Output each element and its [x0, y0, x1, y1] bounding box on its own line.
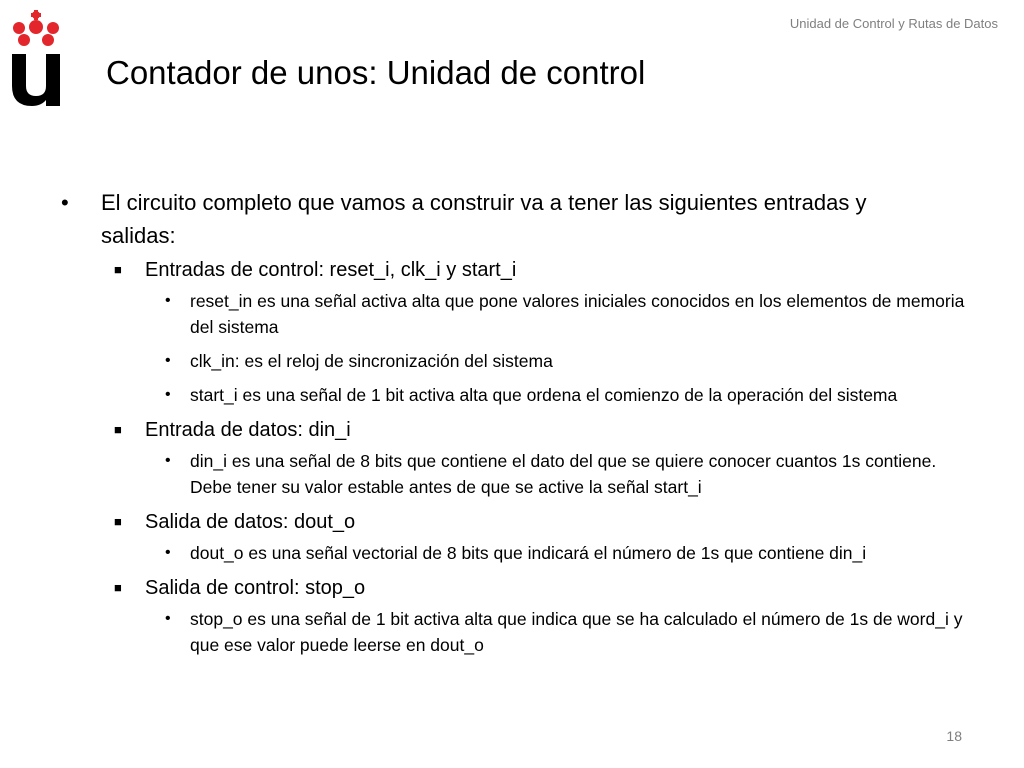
section-heading-text: Salida de control: stop_o: [145, 577, 366, 599]
section-heading: [0, 574, 945, 602]
section-item: [0, 448, 970, 500]
slide-body: [0, 186, 1024, 666]
square-bullet-icon: ■: [114, 580, 122, 595]
course-name: Unidad de Control y Rutas de Datos: [789, 16, 998, 31]
university-logo: [10, 10, 62, 110]
square-bullet-icon: ■: [114, 514, 122, 529]
section-heading-text: Entradas de control: reset_i, clk_i y start_i: [145, 259, 517, 281]
section-item-text: clk_in: es el reloj de sincronización del sistema: [190, 351, 553, 371]
bullet-icon: •: [165, 352, 171, 369]
section-item-text: stop_o es una señal de 1 bit activa alta que indica que se ha calculado el número de 1s de word_i y que ese valor puede leerse en dout_o: [190, 609, 963, 655]
university-logo-icon: [10, 10, 62, 110]
section-item-text: dout_o es una señal vectorial de 8 bits que indicará el número de 1s que contiene din_i: [190, 543, 867, 563]
bullet-icon: •: [165, 292, 171, 309]
section-item-text: reset_in es una señal activa alta que pone valores iniciales conocidos en los elementos de memoria del sistema: [190, 291, 965, 337]
bullet-icon: •: [61, 190, 69, 215]
bullet-icon: •: [165, 386, 171, 403]
section-item-text: din_i es una señal de 8 bits que contiene el dato del que se quiere conocer cuantos 1s contiene. Debe tener su valor estable antes de que se active la señal start_i: [190, 451, 937, 497]
section-heading-text: Entrada de datos: din_i: [145, 419, 351, 441]
square-bullet-icon: ■: [114, 262, 122, 277]
intro-text: El circuito completo que vamos a construir va a tener las siguientes entradas y salidas:: [101, 190, 867, 248]
section-heading: [0, 416, 945, 444]
bullet-icon: •: [165, 452, 171, 469]
square-bullet-icon: ■: [114, 422, 122, 437]
section-item: [0, 288, 970, 340]
bullet-icon: •: [165, 544, 171, 561]
bullet-icon: •: [165, 610, 171, 627]
slide-title: Contador de unos: Unidad de control: [106, 54, 646, 91]
page-number: 18: [946, 728, 962, 744]
section-item: [0, 382, 970, 408]
section-item: [0, 606, 970, 658]
section-item-text: start_i es una señal de 1 bit activa alta que ordena el comienzo de la operación del sistema: [190, 385, 898, 405]
section-heading-text: Salida de datos: dout_o: [145, 511, 356, 533]
intro-bullet: [0, 186, 891, 252]
section-item: [0, 348, 970, 374]
section-heading: [0, 256, 945, 284]
section-heading: [0, 508, 945, 536]
section-item: [0, 540, 970, 566]
